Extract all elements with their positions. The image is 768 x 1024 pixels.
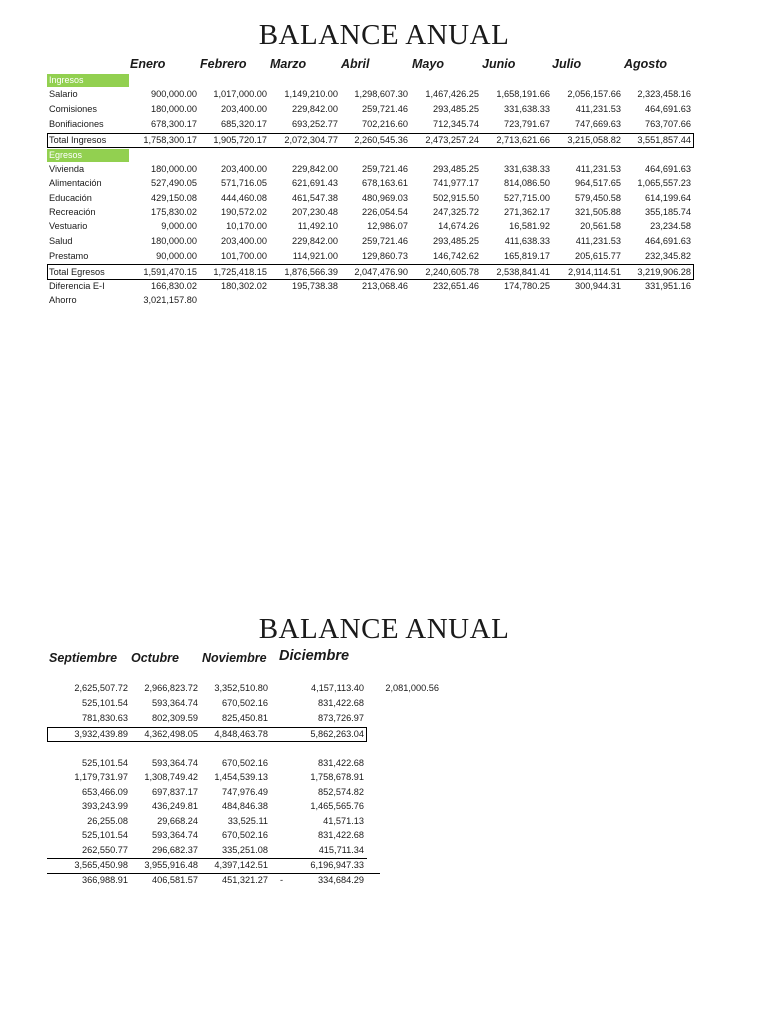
month-header: Noviembre	[202, 651, 267, 665]
egreso-row-value: 293,485.25	[433, 236, 479, 246]
egreso-row-value: 205,615.77	[575, 251, 621, 261]
egreso-row-value: 331,638.33	[504, 164, 550, 174]
egreso-row-value: 165,819.17	[504, 251, 550, 261]
ingreso-row-value: 1,298,607.30	[354, 89, 408, 99]
egreso-row-value: 129,860.73	[362, 251, 408, 261]
egreso-row-value: 90,000.00	[156, 251, 197, 261]
ingreso-row-value: 1,658,191.66	[496, 89, 550, 99]
ahorro-value: 3,021,157.80	[143, 295, 197, 305]
egreso-row-value: 23,234.58	[650, 221, 691, 231]
egreso-value: 525,101.54	[82, 830, 128, 840]
egreso-row-label: Prestamo	[49, 251, 89, 261]
egreso-row-label: Alimentación	[49, 178, 102, 188]
egreso-row-value: 814,086.50	[504, 178, 550, 188]
egreso-value: 1,179,731.97	[74, 772, 128, 782]
egreso-row-value: 571,716.05	[221, 178, 267, 188]
ingreso-row-value: 2,323,458.16	[637, 89, 691, 99]
ingreso-value: 831,422.68	[318, 698, 364, 708]
egreso-value: 335,251.08	[222, 845, 268, 855]
egreso-row-value: 146,742.62	[433, 251, 479, 261]
total-ingresos-value: 2,713,621.66	[496, 135, 550, 145]
egreso-value: 831,422.68	[318, 758, 364, 768]
egreso-row-value: 678,163.61	[362, 178, 408, 188]
diferencia-label: Diferencia E-I	[49, 281, 105, 291]
ingreso-row-value: 1,017,000.00	[213, 89, 267, 99]
dash-mark: -	[280, 875, 284, 885]
egreso-row-value: 271,362.17	[504, 207, 550, 217]
total-ingresos-value: 5,862,263.04	[310, 729, 364, 739]
ahorro-label: Ahorro	[49, 295, 77, 305]
egreso-row-value: 175,830.02	[151, 207, 197, 217]
ingreso-row-value: 678,300.17	[151, 119, 197, 129]
egreso-row-value: 502,915.50	[433, 193, 479, 203]
total-egresos-value: 2,047,476.90	[354, 267, 408, 277]
egreso-row-value: 203,400.00	[221, 236, 267, 246]
ingreso-row-label: Salario	[49, 89, 78, 99]
egreso-row-value: 429,150.08	[151, 193, 197, 203]
diferencia-value: 180,302.02	[221, 281, 267, 291]
egreso-value: 41,571.13	[323, 816, 364, 826]
page-title-2: BALANCE ANUAL	[258, 613, 510, 645]
egreso-row-label: Vivienda	[49, 164, 85, 174]
ingreso-row-value: 259,721.46	[362, 104, 408, 114]
egreso-row-label: Vestuario	[49, 221, 88, 231]
diferencia-value: 334,684.29	[318, 875, 364, 885]
egreso-row-value: 411,231.53	[575, 236, 621, 246]
total-egresos-value: 3,219,906.28	[637, 267, 691, 277]
total-egresos-label: Total Egresos	[49, 267, 105, 277]
ingreso-value: 670,502.16	[222, 698, 268, 708]
egreso-value: 670,502.16	[222, 758, 268, 768]
ingreso-row-value: 203,400.00	[221, 104, 267, 114]
total-ingresos-value: 3,551,857.44	[637, 135, 691, 145]
total-ingresos-value: 2,260,545.36	[354, 135, 408, 145]
ingreso-value: 2,966,823.72	[144, 683, 198, 693]
egreso-row-value: 1,065,557.23	[637, 178, 691, 188]
egreso-row-value: 232,345.82	[645, 251, 691, 261]
egreso-row-value: 411,231.53	[575, 164, 621, 174]
month-header: Septiembre	[49, 651, 118, 665]
month-header: Febrero	[200, 57, 247, 71]
egreso-row-value: 964,517.65	[575, 178, 621, 188]
egreso-row-value: 229,842.00	[292, 164, 338, 174]
egreso-value: 296,682.37	[152, 845, 198, 855]
ingreso-row-value: 180,000.00	[151, 104, 197, 114]
egreso-row-value: 321,505.88	[575, 207, 621, 217]
egreso-row-value: 226,054.54	[362, 207, 408, 217]
total-egresos-value: 4,397,142.51	[214, 860, 268, 870]
diferencia-value: 331,951.16	[645, 281, 691, 291]
diferencia-value: 213,068.46	[362, 281, 408, 291]
egreso-row-value: 9,000.00	[161, 221, 197, 231]
egreso-row-value: 190,572.02	[221, 207, 267, 217]
egreso-row-value: 464,691.63	[645, 236, 691, 246]
diferencia-value: 451,321.27	[222, 875, 268, 885]
egreso-row-value: 101,700.00	[221, 251, 267, 261]
total-ingresos-value: 4,848,463.78	[214, 729, 268, 739]
ingreso-row-value: 411,231.53	[575, 104, 621, 114]
egreso-row-value: 16,581.92	[509, 221, 550, 231]
page-title: BALANCE ANUAL	[258, 19, 510, 51]
diferencia-value: 406,581.57	[152, 875, 198, 885]
egreso-value: 1,454,539.13	[214, 772, 268, 782]
egreso-value: 747,976.49	[222, 787, 268, 797]
ingreso-value: 873,726.97	[318, 713, 364, 723]
egreso-row-value: 259,721.46	[362, 164, 408, 174]
egreso-row-value: 464,691.63	[645, 164, 691, 174]
month-header: Agosto	[624, 57, 668, 71]
ingreso-value: 825,450.81	[222, 713, 268, 723]
egreso-row-value: 180,000.00	[151, 164, 197, 174]
ingreso-row-value: 1,149,210.00	[284, 89, 338, 99]
egreso-row-value: 444,460.08	[221, 193, 267, 203]
total-egresos-value: 1,591,470.15	[143, 267, 197, 277]
total-ingresos-value: 4,362,498.05	[144, 729, 198, 739]
total-egresos-value: 3,565,450.98	[74, 860, 128, 870]
egreso-row-value: 621,691.43	[292, 178, 338, 188]
egreso-row-value: 247,325.72	[433, 207, 479, 217]
egreso-row-value: 14,674.26	[438, 221, 479, 231]
egreso-value: 1,465,565.76	[310, 801, 364, 811]
ingreso-row-value: 747,669.63	[575, 119, 621, 129]
month-header: Octubre	[131, 651, 179, 665]
total-egresos-value: 2,538,841.41	[496, 267, 550, 277]
egreso-row-value: 527,715.00	[504, 193, 550, 203]
month-header: Junio	[482, 57, 516, 71]
egreso-row-value: 480,969.03	[362, 193, 408, 203]
egreso-value: 1,308,749.42	[144, 772, 198, 782]
ingreso-row-value: 763,707.66	[645, 119, 691, 129]
total-ingresos-value: 3,215,058.82	[567, 135, 621, 145]
month-header: Mayo	[412, 57, 444, 71]
diferencia-value: 166,830.02	[151, 281, 197, 291]
egreso-row-value: 579,450.58	[575, 193, 621, 203]
ingreso-row-value: 712,345.74	[433, 119, 479, 129]
ingreso-row-value: 900,000.00	[151, 89, 197, 99]
egreso-row-value: 180,000.00	[151, 236, 197, 246]
total-ingresos-value: 1,758,300.17	[143, 135, 197, 145]
egreso-row-label: Salud	[49, 236, 73, 246]
total-egresos-value: 2,914,114.51	[568, 267, 621, 277]
egreso-value: 593,364.74	[152, 830, 198, 840]
total-egresos-value: 3,955,916.48	[144, 860, 198, 870]
month-header: Abril	[341, 57, 370, 71]
total-egresos-value: 6,196,947.33	[310, 860, 364, 870]
extra-value: 2,081,000.56	[385, 683, 439, 693]
egreso-row-value: 614,199.64	[645, 193, 691, 203]
egreso-value: 484,846.38	[222, 801, 268, 811]
egreso-value: 436,249.81	[152, 801, 198, 811]
egreso-value: 852,574.82	[318, 787, 364, 797]
egreso-row-value: 207,230.48	[292, 207, 338, 217]
egreso-row-value: 355,185.74	[645, 207, 691, 217]
egreso-value: 1,758,678.91	[310, 772, 364, 782]
egreso-value: 525,101.54	[82, 758, 128, 768]
egreso-value: 831,422.68	[318, 830, 364, 840]
egreso-value: 670,502.16	[222, 830, 268, 840]
egreso-row-value: 10,170.00	[226, 221, 267, 231]
total-egresos-value: 2,240,605.78	[425, 267, 479, 277]
ingreso-row-label: Bonifiaciones	[49, 119, 104, 129]
ingreso-value: 2,625,507.72	[74, 683, 128, 693]
egreso-row-value: 12,986.07	[367, 221, 408, 231]
egreso-row-value: 259,721.46	[362, 236, 408, 246]
diferencia-value: 300,944.31	[575, 281, 621, 291]
month-header: Enero	[130, 57, 166, 71]
month-header: Diciembre	[279, 648, 350, 664]
egreso-value: 262,550.77	[82, 845, 128, 855]
egreso-row-value: 203,400.00	[221, 164, 267, 174]
month-header: Marzo	[270, 57, 307, 71]
egreso-value: 653,466.09	[82, 787, 128, 797]
section-label-ingresos: Ingresos	[47, 74, 129, 87]
egreso-value: 697,837.17	[152, 787, 198, 797]
total-ingresos-value: 2,473,257.24	[425, 135, 479, 145]
month-header: Julio	[552, 57, 582, 71]
ingreso-row-value: 685,320.17	[221, 119, 267, 129]
diferencia-value: 232,651.46	[433, 281, 479, 291]
diferencia-value: 174,780.25	[504, 281, 550, 291]
ingreso-row-value: 723,791.67	[504, 119, 550, 129]
diferencia-value: 366,988.91	[82, 875, 128, 885]
ingreso-value: 593,364.74	[152, 698, 198, 708]
egreso-value: 29,668.24	[157, 816, 198, 826]
egreso-row-value: 11,492.10	[297, 221, 338, 231]
ingreso-row-value: 293,485.25	[433, 104, 479, 114]
egreso-row-label: Educación	[49, 193, 92, 203]
ingreso-row-value: 331,638.33	[504, 104, 550, 114]
egreso-row-value: 229,842.00	[292, 236, 338, 246]
egreso-value: 393,243.99	[82, 801, 128, 811]
egreso-value: 415,711.34	[318, 845, 364, 855]
ingreso-value: 802,309.59	[152, 713, 198, 723]
egreso-row-value: 461,547.38	[292, 193, 338, 203]
egreso-row-label: Recreación	[49, 207, 96, 217]
ingreso-value: 3,352,510.80	[214, 683, 268, 693]
ingreso-value: 781,830.63	[82, 713, 128, 723]
egreso-row-value: 411,638.33	[504, 236, 550, 246]
ingreso-value: 525,101.54	[82, 698, 128, 708]
egreso-value: 26,255.08	[87, 816, 128, 826]
total-ingresos-value: 2,072,304.77	[284, 135, 338, 145]
ingreso-value: 4,157,113.40	[311, 683, 364, 693]
total-ingresos-label: Total Ingresos	[49, 135, 107, 145]
total-egresos-value: 1,725,418.15	[213, 267, 267, 277]
total-egresos-value: 1,876,566.39	[284, 267, 338, 277]
egreso-row-value: 20,561.58	[580, 221, 621, 231]
egreso-value: 593,364.74	[152, 758, 198, 768]
diferencia-value: 195,738.38	[292, 281, 338, 291]
ingreso-row-value: 1,467,426.25	[425, 89, 479, 99]
egreso-row-value: 114,921.00	[292, 251, 338, 261]
egreso-row-value: 293,485.25	[433, 164, 479, 174]
total-ingresos-value: 3,932,439.89	[74, 729, 128, 739]
egreso-value: 33,525.11	[227, 816, 268, 826]
total-ingresos-value: 1,905,720.17	[213, 135, 267, 145]
egreso-row-value: 741,977.17	[433, 178, 479, 188]
ingreso-row-value: 464,691.63	[645, 104, 691, 114]
ingreso-row-value: 702,216.60	[362, 119, 408, 129]
ingreso-row-value: 2,056,157.66	[567, 89, 621, 99]
section-label-egresos: Egresos	[47, 149, 129, 162]
egreso-row-value: 527,490.05	[151, 178, 197, 188]
ingreso-row-value: 693,252.77	[292, 119, 338, 129]
ingreso-row-value: 229,842.00	[292, 104, 338, 114]
ingreso-row-label: Comisiones	[49, 104, 97, 114]
